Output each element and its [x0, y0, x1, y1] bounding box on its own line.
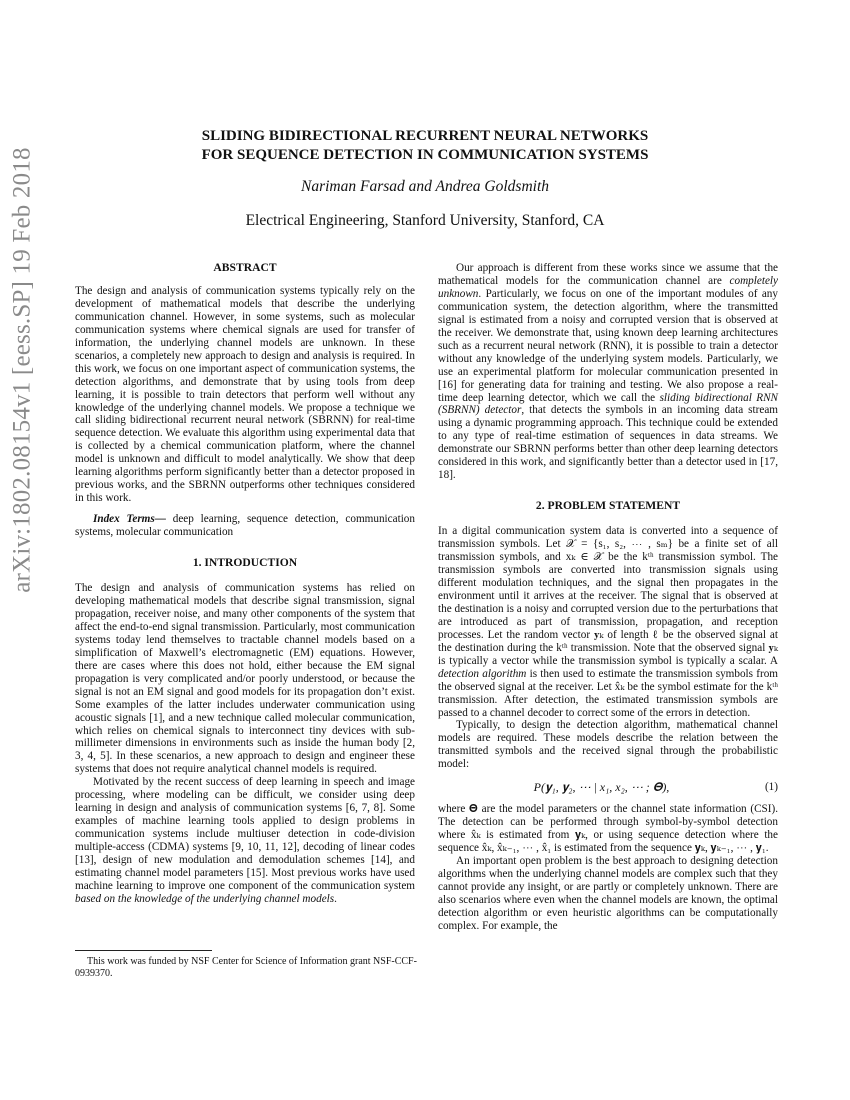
index-terms: [75, 513, 415, 539]
problem-statement-heading: 2. PROBLEM STATEMENT: [535, 499, 681, 513]
intro-paragraph-1: The design and analysis of communication systems has relied on developing mathematical models that describe signal transmission, signal propagation, receiver noise, and many other components of the system that affect the end-to-end signal transmission. Particularly, most communication systems today lend themselves to tractable channel models based on a simplification of Maxwell’s electromagnetic (EM) equations. However, there are cases where this does not hold, either because the EM signal propagation is very complicated and/or poorly understood, or because the signal is not an EM signal and good models for its propagation don’t exist. Some examples of the latter includes underwater communication using acoustic signals [1], and a new technique called molecular communication, which relies on chemical signals to interconnect tiny devices with sub-millimeter dimensions in environments such as inside the human body [2, 3, 4, 5]. In these scenarios, a new approach to design and engineer these systems that does not require analytical channel models is required.: [75, 582, 415, 776]
arxiv-id: arXiv:1802.08154v1 [eess.SP] 19 Feb 2018: [9, 147, 37, 593]
equation-1: [438, 781, 778, 794]
problem-paragraph-3: where 𝚯 are the model parameters or the channel state information (CSI). The detection can be performed through symbol-by-symbol detection where x̂ₖ is estimated from 𝐲ₖ, or using sequence detection where the sequence x̂ₖ, x̂ₖ₋₁, ⋯ , x̂₁ is estimated from the sequence 𝐲ₖ, 𝐲ₖ₋₁, ⋯ , 𝐲₁.: [438, 803, 778, 855]
equation-body: P(𝐲₁, 𝐲₂, ⋯ | x₁, x₂, ⋯ ; 𝚯),: [533, 780, 670, 795]
abstract-text: The design and analysis of communication systems typically rely on the development of mathematical models that describe the underlying communication channel. However, in some systems, such as molecular communication systems where chemical signals are used for transfer of information, the underlying channel models are unknown. In these scenarios, a completely new approach to design and analysis is required. In this work, we focus on one important aspect of communication systems, the detection algorithms, and demonstrate that by using tools from deep learning, it is possible to train detectors that perform well without any knowledge of the underlying channel models. We propose a technique we call sliding bidirectional recurrent neural network (SBRNN) for real-time sequence detection. We evaluate this algorithm using experimental data that is collected by a chemical communication platform, where the channel model is unknown and difficult to model analytically. We show that deep learning algorithms perform significantly better than a detector proposed in previous works, and the SBRNN outperforms other techniques considered in this work.: [75, 284, 415, 505]
equation-number: (1): [764, 781, 778, 794]
footnote: [75, 950, 420, 980]
problem-paragraph-1: In a digital communication system data is converted into a sequence of transmission symbols. Let 𝒳 = {s₁, s₂, ⋯ , sₘ} be a finite set of all transmission symbols, and xₖ ∈ 𝒳 be the kᵗʰ transmission symbol. The transmission symbols are converted into transmission signals using different modulation techniques, and the signal then propagates in the environment until it arrives at the receiver. The signal that is observed at the destination is a noisy and corrupted version due to the perturbations that are introduced as part of transmission, propagation, and reception processes. Let the random vector 𝐲ₖ of length ℓ be the observed signal at the destination during the kᵗʰ transmission. Note that the observed signal 𝐲ₖ is typically a vector while the transmission symbol is typically a scalar. A detection algorithm is then used to estimate the transmission symbols from the observed signal at the receiver. Let x̂ₖ be the symbol estimate for the kᵗʰ transmission. After detection, the estimated transmission symbols are passed to a channel decoder to correct some of the errors in detection.: [438, 525, 778, 719]
paper-title: [90, 127, 760, 165]
intro-heading: 1. INTRODUCTION: [192, 556, 298, 570]
abstract-heading: ABSTRACT: [213, 261, 277, 274]
left-column: [75, 262, 415, 906]
problem-paragraph-2: Typically, to design the detection algorithm, mathematical channel models are required. These models describe the relation between the transmitted symbols and the received signal through the probabilistic model:: [438, 719, 778, 771]
index-terms-label: Index Terms—: [93, 513, 166, 526]
index-terms-text: deep learning, sequence detection, communication systems, molecular communication: [75, 513, 415, 539]
authors: Nariman Farsad and Andrea Goldsmith: [300, 178, 549, 195]
footnote-rule: [75, 950, 212, 951]
right-column: [438, 262, 778, 933]
arxiv-sidebar-stamp: [2, 60, 44, 680]
approach-paragraph: Our approach is different from these works since we assume that the mathematical models for the communication channel are completely unknown. Particularly, we focus on one of the important modules of any communication system, the detection algorithm, where the transmitted signal is estimated from a noisy and corrupted version that is observed at the receiver. We demonstrate that, using known deep learning architectures such as a recurrent neural network (RNN), it is possible to train a detector without any knowledge of the underlying system models. Particularly, we use an experimental platform for molecular communication presented in [16] for generating data for training and testing. We also propose a real-time deep learning detector, which we call the sliding bidirectional RNN (SBRNN) detector, that detects the symbols in an incoming data stream using a dynamic programming approach. This technique could be extended to any type of real-time estimation of sequences in data streams. We demonstrate our SBRNN performs better than other deep learning detectors considered in this work, and significantly better than a detector used in [17, 18].: [438, 262, 778, 482]
title-line-2: FOR SEQUENCE DETECTION IN COMMUNICATION SYSTEMS: [201, 147, 649, 163]
problem-paragraph-4: An important open problem is the best approach to designing detection algorithms when the underlying channel models are complex such that they cannot provide any insight, or are partly or completely unknown. There are also scenarios where even when the channel models are known, the optimal detection algorithm or even heuristic algorithms can be computationally complex. For example, the: [438, 855, 778, 932]
footnote-text: This work was funded by NSF Center for Science of Information grant NSF-CCF-0939370.: [75, 956, 417, 979]
title-line-1: SLIDING BIDIRECTIONAL RECURRENT NEURAL NETWORKS: [201, 128, 649, 144]
affiliation: Electrical Engineering, Stanford University, Stanford, CA: [245, 212, 605, 229]
intro-paragraph-2: Motivated by the recent success of deep learning in speech and image processing, where modeling can be difficult, we consider using deep learning in design and analysis of communication systems [6, 7, 8]. Some examples of machine learning tools applied to design problems in communication systems include multiuser detection in code-division multiple-access (CDMA) systems [9, 10, 11, 12], decoding of linear codes [13], design of new modulation and demodulation schemes [14], and estimating channel model parameters [15]. Most previous works have used machine learning to improve one component of the communication system based on the knowledge of the underlying channel models.: [75, 776, 415, 905]
